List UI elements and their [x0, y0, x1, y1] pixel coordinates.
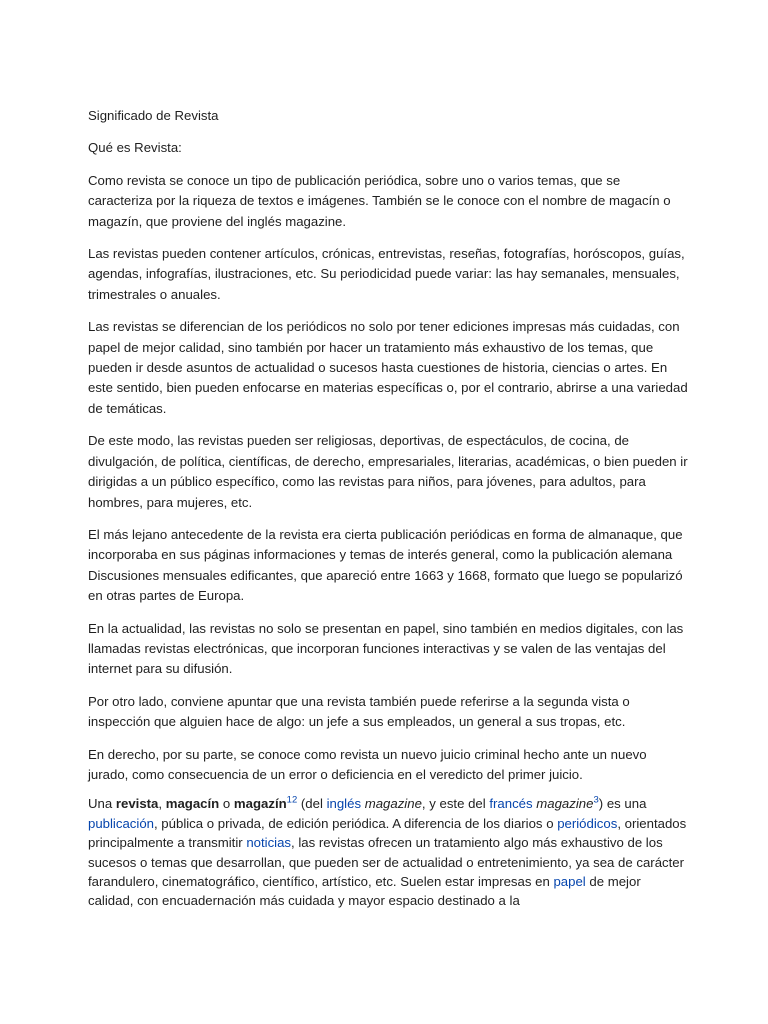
term-magazine-en: magazine [364, 796, 422, 812]
term-revista: revista [115, 796, 159, 812]
wiki-text: de mejor calidad, con encuadernación más cuidada y mayor espacio destinado a la [88, 874, 641, 909]
paragraph: De este modo, las revistas pueden ser religiosas, deportivas, de espectáculos, de cocina, de divulgación, de política, científicas, de derecho, empresariales, literarias, académicas, o bien pueden ir dirigidas a un público específico, como las revistas para niños, para jóvenes, para adultos, para hombres, para mujeres, etc. [88, 433, 688, 510]
wiki-text: ) es una [598, 796, 647, 812]
document-body [88, 106, 688, 785]
link-papel[interactable]: papel [553, 874, 586, 889]
paragraph: Las revistas pueden contener artículos, crónicas, entrevistas, reseñas, fotografías, horóscopos, guías, agendas, infografías, ilustraciones, etc. Su periodicidad puede variar: las hay semanales, mensuales, trimestrales o anuales. [88, 246, 685, 302]
paragraph: El más lejano antecedente de la revista era cierta publicación periódicas en forma de almanaque, que incorporaba en sus páginas informaciones y temas de interés general, como la publicación alemana Discusiones mensuales edificantes, que apareció entre 1663 y 1668, formato que luego se popularizó en otras partes de Europa. [88, 526, 683, 604]
wiki-text: , orientados principalmente a transmitir [88, 815, 687, 851]
paragraph: Como revista se conoce un tipo de publicación periódica, sobre uno o varios temas, que se caracteriza por la riqueza de textos e imágenes. También se le conoce con el nombre de magacín o magazín, que proviene del inglés magazine. [88, 172, 671, 229]
link-noticias[interactable]: noticias [246, 835, 292, 851]
footnote-ref[interactable]: 3 [593, 794, 599, 806]
link-publicacion[interactable]: publicación [88, 815, 154, 831]
wiki-text: (del [297, 796, 327, 812]
wikipedia-excerpt [88, 794, 688, 910]
paragraph: Las revistas se diferencian de los periódicos no solo por tener ediciones impresas más cuidadas, con papel de mejor calidad, sino también por hacer un tratamiento más exhaustivo de los temas, que pueden ir desde asuntos de actualidad o sucesos hasta cuestiones de historia, ciencias o artes. En este sentido, bien pueden enfocarse en materias específicas o, por el contrario, abrirse a una variedad de temáticas. [88, 319, 688, 416]
link-periodicos[interactable]: periódicos [557, 815, 618, 831]
term-magazin: magazín [233, 796, 287, 812]
footnote-ref[interactable]: 12 [286, 794, 298, 806]
wiki-text: , y este del [421, 796, 490, 812]
link-frances[interactable]: francés [489, 796, 533, 812]
wiki-text: , las revistas ofrecen un tratamiento algo más exhaustivo de los sucesos o temas que desarrollan, que pueden ser de actualidad o entretenimiento, ya sea de carácter farandulero, cinematográfico, científico, artístico, etc. Suelen estar impresas en [88, 835, 685, 889]
term-magazine-fr: magazine [536, 796, 594, 812]
paragraph: En la actualidad, las revistas no solo se presentan en papel, sino también en medios digitales, con las llamadas revistas electrónicas, que incorporan funciones interactivas y se valen de las ventajas del internet para su difusión. [88, 620, 684, 677]
wiki-text: , pública o privada, de edición periódica. A diferencia de los diarios o [153, 815, 558, 831]
paragraph: En derecho, por su parte, se conoce como revista un nuevo juicio criminal hecho ante un nuevo jurado, como consecuencia de un error o deficiencia en el veredicto del primer juicio. [88, 746, 647, 782]
term-magacin: magacín [165, 796, 220, 812]
link-ingles[interactable]: inglés [326, 796, 362, 812]
document-page [88, 106, 688, 911]
document-title: Significado de Revista [88, 108, 219, 123]
paragraph: Por otro lado, conviene apuntar que una revista también puede referirse a la segunda vista o inspección que alguien hace de algo: un jefe a sus empleados, un general a sus tropas, etc. [88, 693, 630, 730]
wiki-text: , [158, 796, 166, 812]
document-subtitle: Qué es Revista: [88, 140, 182, 156]
wiki-text: Una [88, 796, 116, 812]
wiki-text: o [219, 796, 234, 812]
